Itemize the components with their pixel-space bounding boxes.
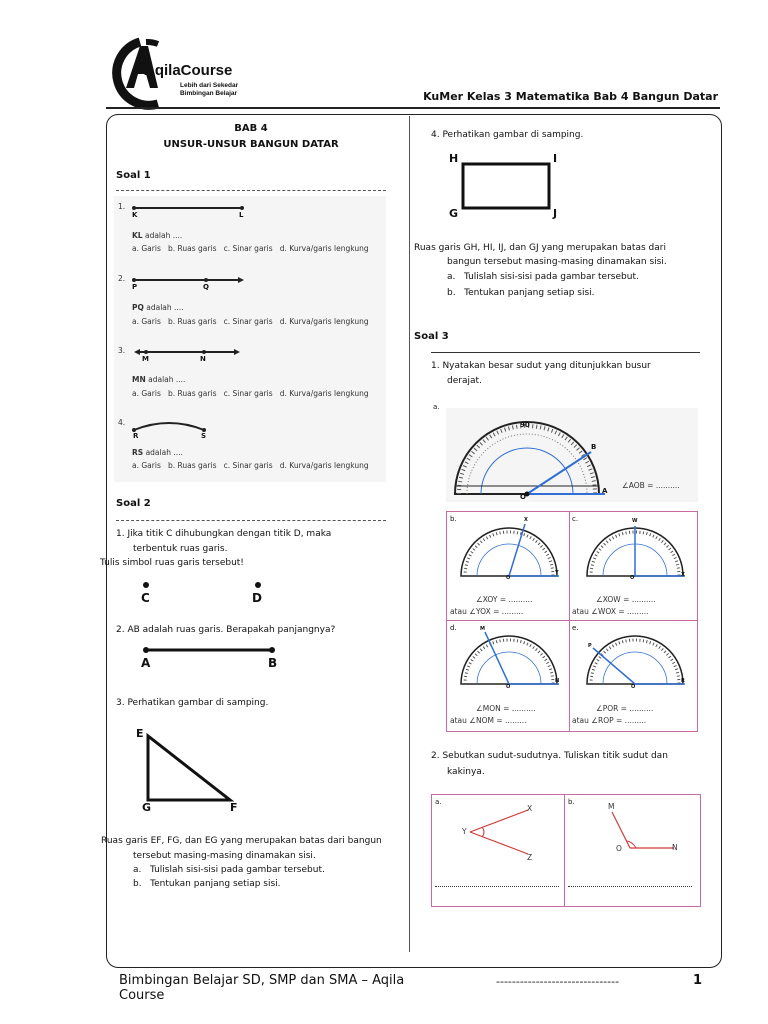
s1-item4-num: 4. (118, 418, 126, 427)
cell-b-vertex: O (506, 575, 511, 581)
rectangle-ghij (461, 162, 553, 210)
protractor-a-a: A (602, 487, 608, 495)
segment-kl (134, 204, 244, 216)
protractor-c (585, 520, 685, 578)
point-s: S (201, 432, 207, 440)
s2-q1-line1: 1. Jika titik C dihubungkan dengan titik D, maka (116, 529, 332, 539)
header-rule (106, 107, 720, 109)
soal3-heading: Soal 3 (414, 331, 449, 342)
rect-vertex-h: H (449, 152, 459, 165)
cell-d-answer1: ∠MON = .......... (476, 704, 536, 713)
angle-a-label: a. (435, 798, 442, 806)
cell-b-right: Y (555, 570, 559, 576)
logo-tagline-2: Bimbingan Belajar (180, 90, 238, 97)
grid-h-divider (446, 620, 697, 621)
r-q4: 4. Perhatikan gambar di samping. (431, 130, 584, 140)
s1-item1-question: KL adalah .... (132, 231, 183, 240)
angle-b-answer-line (568, 886, 692, 887)
s2-q3-a: a. Tulislah sisi-sisi pada gambar tersebut. (133, 865, 325, 875)
s1-item1-num: 1. (118, 202, 126, 211)
point-d-label: D (252, 591, 262, 605)
point-r: R (133, 432, 139, 440)
bab-number: BAB 4 (234, 123, 268, 134)
s2-q3-text1: Ruas garis EF, FG, dan EG yang merupakan batas dari bangun (101, 836, 382, 846)
cell-b-top: X (524, 517, 528, 523)
protractor-a-90: 90 (520, 421, 530, 429)
r-q4-b: b. Tentukan panjang setiap sisi. (447, 288, 595, 298)
soal3-rule (431, 352, 700, 353)
rect-vertex-i: I (553, 152, 558, 165)
soal1-heading: Soal 1 (116, 170, 151, 181)
cell-e-vertex: O (631, 684, 636, 690)
cell-e-top: P (588, 643, 592, 649)
protractor-a-answer: ∠AOB = .......... (622, 481, 680, 490)
protractor-a-label: a. (433, 403, 440, 411)
s1-item3-num: 3. (118, 346, 126, 355)
chapter-title: UNSUR-UNSUR BANGUN DATAR (163, 139, 339, 150)
grid-v-divider (569, 511, 570, 731)
logo-tagline-1: Lebih dari Sekedar (180, 82, 239, 89)
point-b-label: B (268, 656, 278, 670)
s1-item4-question: RS adalah .... (132, 448, 183, 457)
point-d-dot (254, 581, 262, 589)
triangle-vertex-f: F (230, 801, 238, 814)
footer-text: Bimbingan Belajar SD, SMP dan SMA – Aqila Course (119, 973, 405, 1003)
angle-grid-divider (564, 794, 565, 906)
s1-item3-question: MN adalah .... (132, 375, 186, 384)
r-q4-text1: Ruas garis GH, HI, IJ, dan GJ yang merupakan batas dari (414, 243, 666, 253)
cell-e-answer1: ∠POR = .......... (596, 704, 654, 713)
angle-b-label: b. (568, 798, 575, 806)
segment-ab (144, 645, 276, 655)
s2-q2: 2. AB adalah ruas garis. Berapakah panjangnya? (116, 625, 336, 635)
cell-c-answer1: ∠XOW = .......... (596, 595, 656, 604)
header-title: KuMer Kelas 3 Matematika Bab 4 Bangun Datar (423, 90, 718, 103)
s1-item1-options: a. Garis b. Ruas garis c. Sinar garis d. Kurva/garis lengkung (132, 244, 369, 253)
s2-q3: 3. Perhatikan gambar di samping. (116, 698, 269, 708)
cell-b-answer1: ∠XOY = .......... (476, 595, 533, 604)
s3-q1-line2: derajat. (447, 376, 482, 386)
cell-c-label: c. (572, 515, 579, 523)
protractor-a-b: B (591, 443, 597, 451)
cell-d-top: M (480, 626, 485, 632)
cell-b-label: b. (450, 515, 457, 523)
soal1-rule (116, 190, 386, 191)
line-mn (134, 348, 244, 360)
angle-a-z: Z (527, 853, 533, 862)
cell-d-vertex: O (506, 684, 511, 690)
cell-e-answer2: atau ∠ROP = ......... (572, 716, 647, 725)
angle-a-answer-line (435, 886, 559, 887)
ray-pq (134, 276, 244, 288)
point-k: K (132, 211, 138, 219)
cell-c-answer2: atau ∠WOX = ......... (572, 607, 649, 616)
cell-e-label: e. (572, 624, 579, 632)
angle-b-m: M (608, 802, 615, 811)
s1-item4-options: a. Garis b. Ruas garis c. Sinar garis d. Kurva/garis lengkung (132, 461, 369, 470)
s2-q3-b: b. Tentukan panjang setiap sisi. (133, 879, 281, 889)
rect-vertex-g: G (449, 207, 459, 220)
soal2-rule (116, 520, 386, 521)
cell-e-right: R (681, 678, 685, 684)
s2-q1-line3: Tulis simbol ruas garis tersebut! (100, 558, 244, 568)
angle-b-o: O (616, 844, 622, 853)
rect-vertex-j: J (553, 207, 558, 220)
protractor-b (459, 520, 559, 578)
r-q4-text2: bangun tersebut masing-masing dinamakan sisi. (447, 257, 667, 267)
s1-item2-options: a. Garis b. Ruas garis c. Sinar garis d. Kurva/garis lengkung (132, 317, 369, 326)
triangle-vertex-e: E (136, 727, 144, 740)
point-q: Q (203, 283, 209, 291)
column-divider (409, 116, 410, 952)
s3-q2-line2: kakinya. (447, 767, 485, 777)
s1-item3-options: a. Garis b. Ruas garis c. Sinar garis d. Kurva/garis lengkung (132, 389, 369, 398)
logo (118, 38, 248, 106)
point-a-label: A (141, 656, 151, 670)
point-m: M (142, 355, 149, 363)
triangle-efg (146, 734, 236, 804)
s2-q3-text2: tersebut masing-masing dinamakan sisi. (133, 851, 316, 861)
protractor-e (585, 628, 685, 686)
cell-c-top: W (632, 518, 638, 524)
soal2-heading: Soal 2 (116, 498, 151, 509)
point-l: L (239, 211, 244, 219)
r-q4-a: a. Tulislah sisi-sisi pada gambar tersebut. (447, 272, 639, 282)
s2-q1-line2: terbentuk ruas garis. (133, 544, 228, 554)
cell-b-answer2: atau ∠YOX = ......... (450, 607, 524, 616)
s1-item2-num: 2. (118, 274, 126, 283)
logo-name: AqilaCourse (144, 62, 233, 79)
protractor-d (459, 628, 559, 686)
cell-d-right: N (555, 678, 560, 684)
angle-a-x: X (527, 804, 533, 813)
s3-q2-line1: 2. Sebutkan sudut-sudutnya. Tuliskan titik sudut dan (431, 751, 668, 761)
point-p: P (132, 283, 138, 291)
angle-a-y: Y (462, 827, 467, 836)
protractor-a-o: O (520, 493, 526, 501)
triangle-vertex-g: G (142, 801, 152, 814)
cell-d-label: d. (450, 624, 457, 632)
cell-c-vertex: O (630, 575, 635, 581)
angle-b-n: N (672, 843, 678, 852)
page-number: 1 (693, 973, 703, 988)
s1-item2-question: PQ adalah .... (132, 303, 184, 312)
cell-d-answer2: atau ∠NOM = ......... (450, 716, 527, 725)
s3-q1-line1: 1. Nyatakan besar sudut yang ditunjukkan busur (431, 361, 651, 371)
cell-c-right: X (681, 572, 685, 578)
point-c-dot (142, 581, 150, 589)
point-n: N (200, 355, 206, 363)
footer-dashes: ------------------------------- (496, 975, 620, 988)
point-c-label: C (141, 591, 150, 605)
